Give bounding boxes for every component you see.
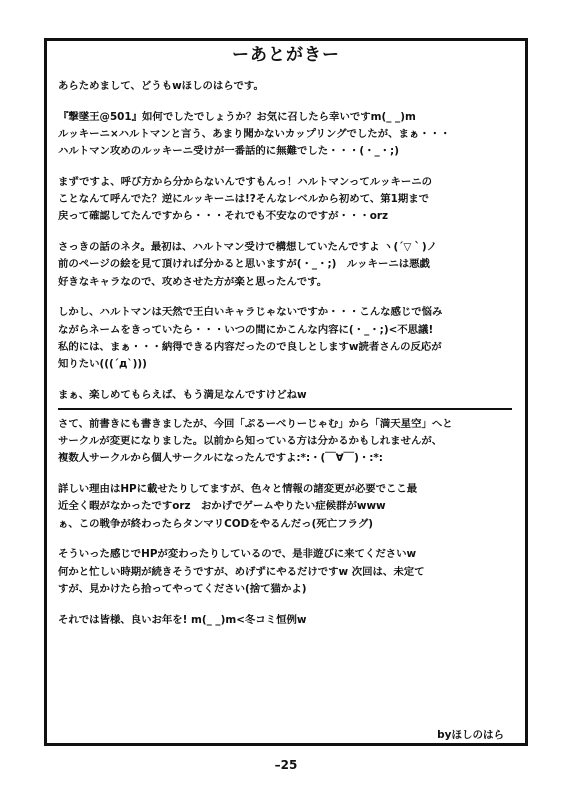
text-line: 近全く暇がなかったですorz おかげでゲームやりたい症候群がwww [58,500,386,513]
text-line: 詳しい理由はHPに載せたりしてますが、色々と情報の諸変更が必要でここ最 [58,483,418,496]
text-line: 複数人サークルから個人サークルになったんですよ:*:・(￣∀￣)・:*: [58,452,383,465]
paragraph [58,78,520,95]
text-line: 前のページの絵を見て頂ければ分かると思いますが(・_・;) ルッキーニは悪戯 [58,258,430,271]
text-line: まぁ、楽しめてもらえば、もう満足なんですけどねw [58,388,307,401]
page-number: –25 [274,758,298,772]
text-line: それでは皆様、良いお年を! m(_ _)m<冬コミ恒例w [58,613,307,626]
paragraph [58,109,520,161]
paragraph [58,546,520,598]
text-line: しかし、ハルトマンは天然で王白いキャラじゃないですか・・・こんな感じで悩み [58,306,443,319]
text-line: 『撃墜王@501』如何でしたでしょうか？お気に召したら幸いですm(_ _)m [58,110,416,123]
text-line: ハルトマン攻めのルッキーニ受けが一番話的に無難でした・・・(・_・;) [58,145,399,158]
author-signature: byほしのはら [437,729,504,741]
text-line: 好きなキャラなので、攻めさせた方が楽と思ったんです。 [58,275,328,288]
paragraph [58,304,520,373]
text-line: 戻って確認してたんですから・・・それでも不安なのですが・・・orz [58,210,389,223]
text-line: そういった感じでHPが変わったりしているので、是非遊びに来てくださいw [58,548,417,561]
text-line: あらためまして、どうもwほしのはらです。 [58,80,264,92]
text-line: 知りたい(((´д`))) [58,358,147,371]
text-line: さっきの話のネタ。最初は、ハルトマン受けで構想していたんですよ ヽ(´▽｀)ノ [58,241,437,254]
text-line: まずですよ、呼び方から分からないんですもんっ！ハルトマンってルッキーニの [58,176,433,188]
text-line: 私的には、まぁ・・・納得できる内容だったので良しとしますw読者さんの反応が [58,340,442,353]
text-line: ことなんて呼んでた？逆にルッキーニは!?そんなレベルから初めて、第1期まで [58,193,430,206]
paragraph [58,239,520,291]
text-line: ルッキーニ×ハルトマンと言う、あまり聞かないカップリングでしたが、まぁ・・・ [58,128,451,140]
text-line: サークルが変更になりました。以前から知っている方は分かるかもしれませんが、 [58,435,443,448]
afterword-body [58,78,520,642]
paragraph [58,174,520,226]
text-line: ながらネームをきっていたら・・・いつの間にかこんな内容に(・_・;)<不思議! [58,323,434,336]
paragraph [58,481,520,533]
paragraph [58,387,520,404]
text-line: さて、前書きにも書きましたが、今回「ぷるーべりーじゃむ」から「満天星空」へと [58,418,453,431]
text-line: すが、見かけたら拾ってやってください(捨て猫かよ) [58,582,307,595]
text-line: 何かと忙しい時期が続きそうですが、めげずにやるだけですw 次回は、未定て [58,565,425,578]
paragraph [58,416,520,468]
page-title: ーあとがきー [232,45,340,65]
paragraph [58,612,520,629]
section-divider [58,408,512,410]
text-line: ぁ、この戦争が終わったらタンマリCODをやるんだっ(死亡フラグ) [58,517,374,530]
